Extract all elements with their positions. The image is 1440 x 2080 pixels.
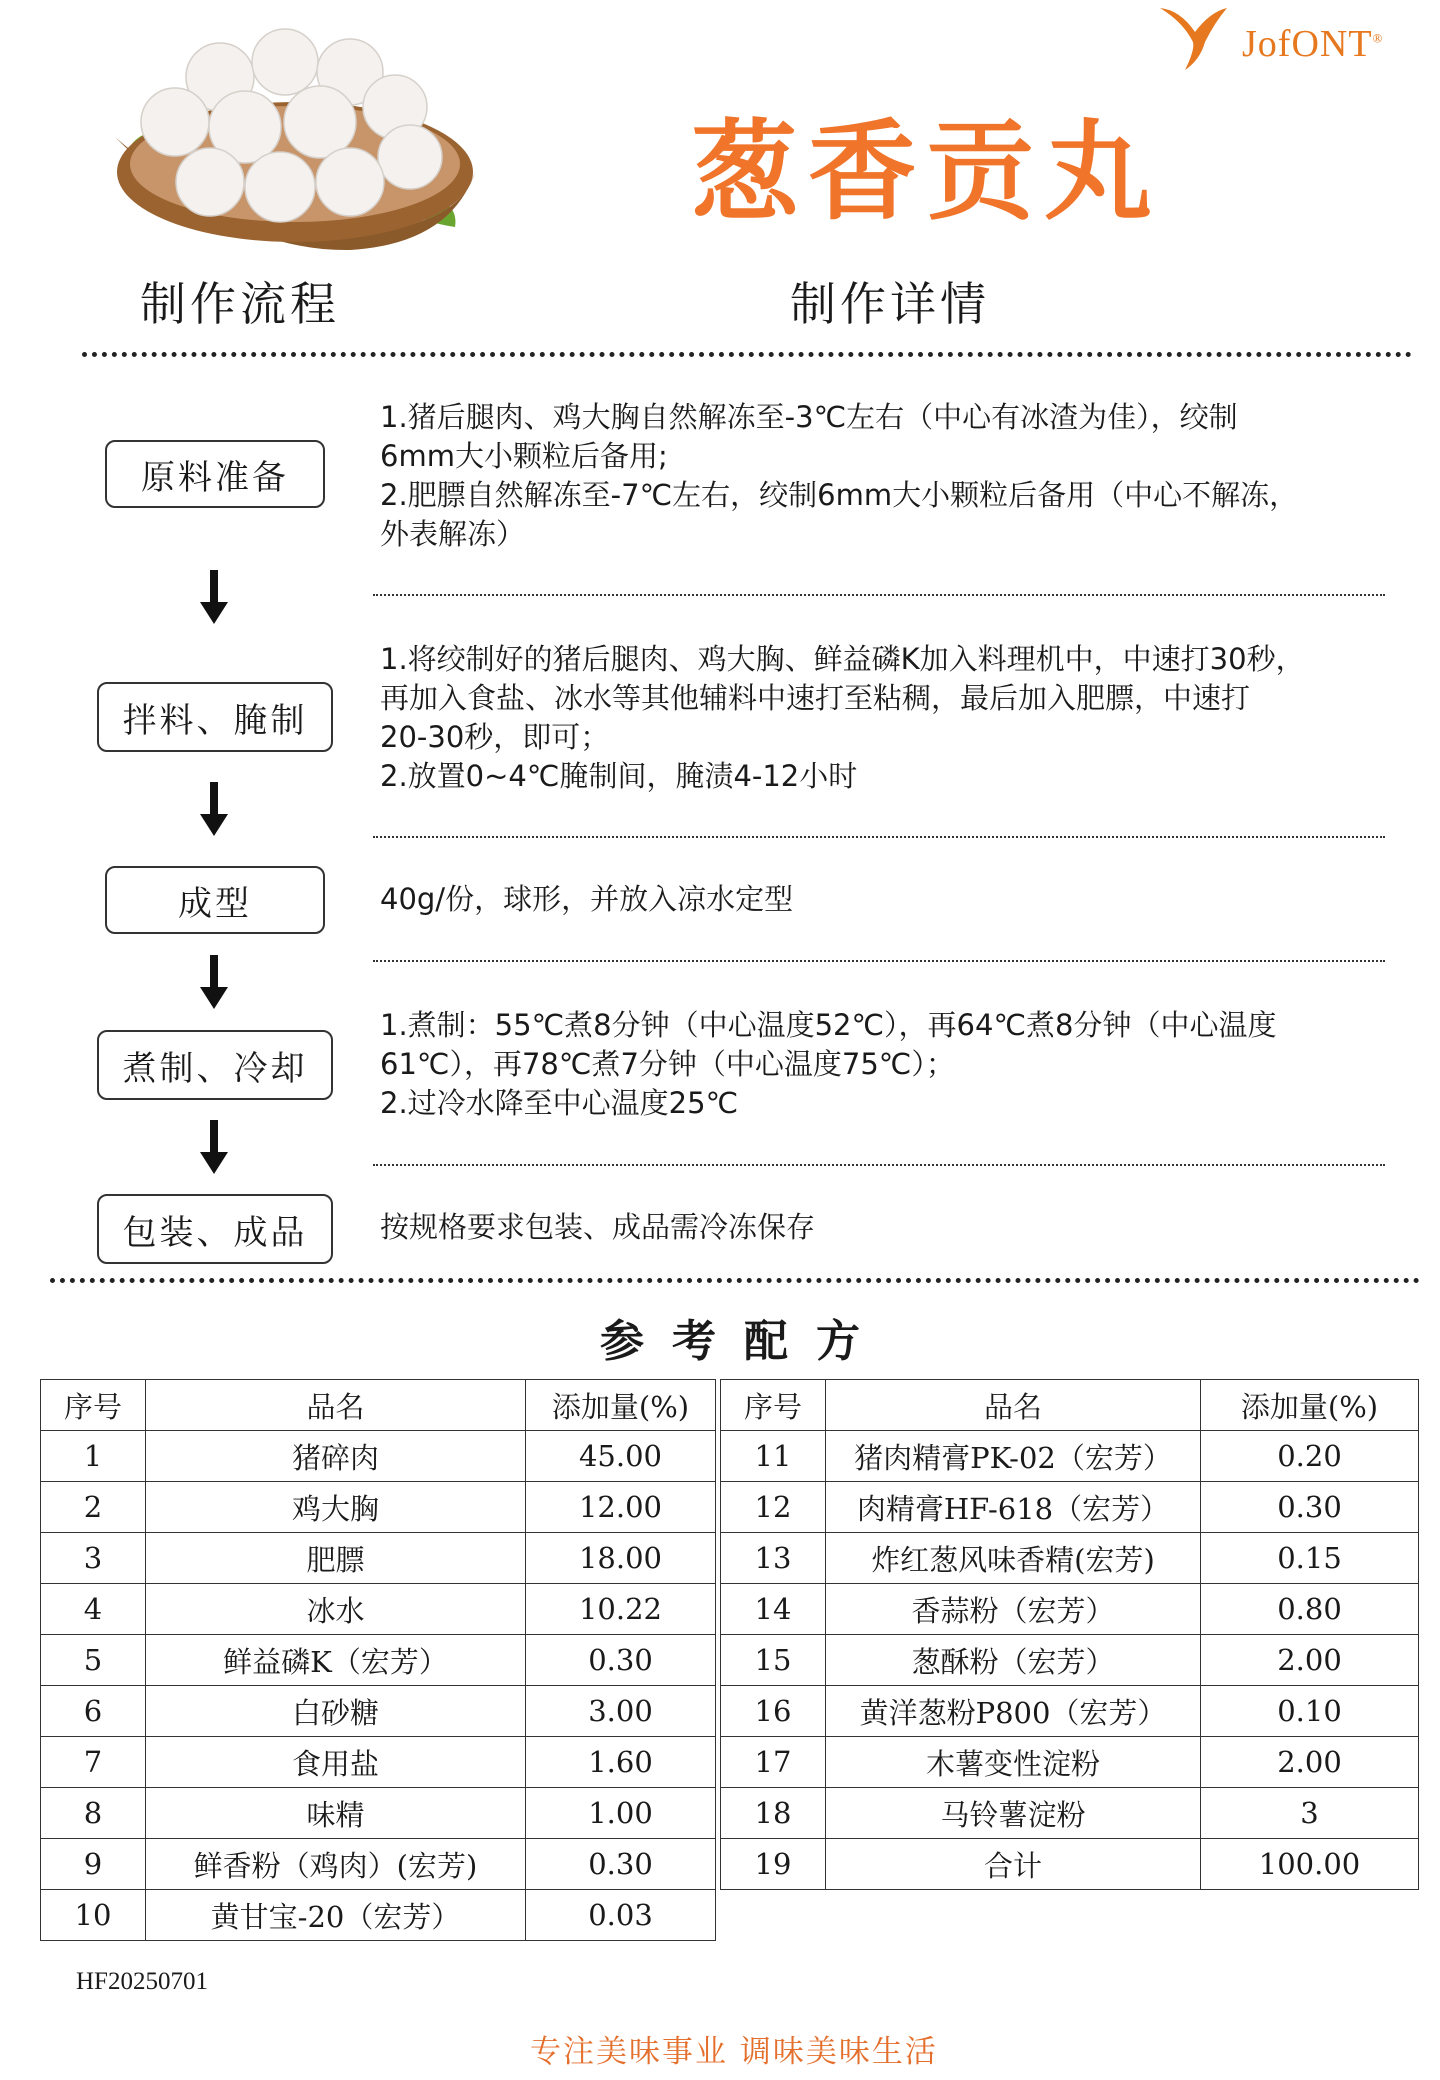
ingredient-name: 白砂糖	[146, 1686, 526, 1737]
row-index: 8	[41, 1788, 146, 1839]
row-index: 14	[721, 1584, 826, 1635]
table-row	[41, 1635, 716, 1686]
column-header: 品名	[146, 1380, 526, 1431]
ingredient-name: 肥膘	[146, 1533, 526, 1584]
arrow-down-icon	[198, 782, 230, 836]
amount-percent: 1.60	[526, 1737, 716, 1788]
table-row	[41, 1431, 716, 1482]
amount-percent: 2.00	[1201, 1635, 1419, 1686]
step-box-forming: 成型	[105, 866, 325, 934]
amount-percent: 0.20	[1201, 1431, 1419, 1482]
amount-percent: 2.00	[1201, 1737, 1419, 1788]
row-index: 13	[721, 1533, 826, 1584]
step-text-forming: 40g/份，球形，并放入凉水定型	[380, 882, 794, 916]
ingredient-name: 葱酥粉（宏芳）	[826, 1635, 1201, 1686]
ingredient-name: 香蒜粉（宏芳）	[826, 1584, 1201, 1635]
formula-table-right	[720, 1379, 1419, 1890]
details-heading: 制作详情	[790, 277, 990, 331]
row-index: 19	[721, 1839, 826, 1890]
row-index: 2	[41, 1482, 146, 1533]
step-text-packaging: 按规格要求包装、成品需冷冻保存	[380, 1210, 816, 1244]
amount-percent: 0.80	[1201, 1584, 1419, 1635]
step-text-materials: 1.猪后腿肉、鸡大胸自然解冻至-3℃左右（中心有冰渣为佳），绞制 6mm大小颗粒后备用; 2.肥膘自然解冻至-7℃左右，绞制6mm大小颗粒后备用（中心不解冻， 外表解冻）	[380, 400, 1299, 551]
row-index: 4	[41, 1584, 146, 1635]
ingredient-name: 木薯变性淀粉	[826, 1737, 1201, 1788]
row-index: 15	[721, 1635, 826, 1686]
ingredient-name: 黄甘宝-20（宏芳）	[146, 1890, 526, 1941]
formula-table-left	[40, 1379, 716, 1941]
row-index: 11	[721, 1431, 826, 1482]
ingredient-name: 黄洋葱粉P800（宏芳）	[826, 1686, 1201, 1737]
ingredient-name: 味精	[146, 1788, 526, 1839]
table-row	[721, 1635, 1419, 1686]
table-row	[721, 1584, 1419, 1635]
row-index: 18	[721, 1788, 826, 1839]
table-row	[721, 1686, 1419, 1737]
row-index: 12	[721, 1482, 826, 1533]
amount-percent: 1.00	[526, 1788, 716, 1839]
row-index: 10	[41, 1890, 146, 1941]
column-header: 序号	[721, 1380, 826, 1431]
brand-logo-text: JofONT®	[1242, 23, 1384, 65]
ingredient-name: 肉精膏HF-618（宏芳）	[826, 1482, 1201, 1533]
amount-percent: 0.15	[1201, 1533, 1419, 1584]
page-title: 葱香贡丸	[690, 109, 1163, 235]
document-code: HF20250701	[76, 1968, 208, 1995]
arrow-down-icon	[198, 570, 230, 624]
table-row	[41, 1890, 716, 1941]
amount-percent: 100.00	[1201, 1839, 1419, 1890]
table-row	[721, 1482, 1419, 1533]
divider	[373, 1164, 1385, 1166]
amount-percent: 18.00	[526, 1533, 716, 1584]
meatball-dish-image	[110, 22, 480, 260]
ingredient-name: 鸡大胸	[146, 1482, 526, 1533]
table-row	[721, 1737, 1419, 1788]
table-header-row	[721, 1380, 1419, 1431]
row-index: 9	[41, 1839, 146, 1890]
amount-percent: 0.30	[1201, 1482, 1419, 1533]
row-index: 5	[41, 1635, 146, 1686]
amount-percent: 10.22	[526, 1584, 716, 1635]
ingredient-name: 鲜香粉（鸡肉）(宏芳)	[146, 1839, 526, 1890]
table-row	[41, 1533, 716, 1584]
table-row	[721, 1788, 1419, 1839]
row-index: 1	[41, 1431, 146, 1482]
table-row	[41, 1584, 716, 1635]
ingredient-name: 猪碎肉	[146, 1431, 526, 1482]
ingredient-name: 鲜益磷K（宏芳）	[146, 1635, 526, 1686]
step-box-packaging: 包装、成品	[97, 1194, 333, 1264]
column-header: 添加量(%)	[526, 1380, 716, 1431]
amount-percent: 0.03	[526, 1890, 716, 1941]
table-row	[721, 1839, 1419, 1890]
column-header: 序号	[41, 1380, 146, 1431]
amount-percent: 0.30	[526, 1635, 716, 1686]
amount-percent: 45.00	[526, 1431, 716, 1482]
ingredient-name: 冰水	[146, 1584, 526, 1635]
ingredient-name: 食用盐	[146, 1737, 526, 1788]
divider	[373, 594, 1385, 596]
formula-title: 参考配方	[600, 1316, 888, 1367]
step-box-mixing: 拌料、腌制	[97, 682, 333, 752]
table-row	[41, 1737, 716, 1788]
table-row	[41, 1788, 716, 1839]
ingredient-name: 马铃薯淀粉	[826, 1788, 1201, 1839]
amount-percent: 12.00	[526, 1482, 716, 1533]
row-index: 16	[721, 1686, 826, 1737]
amount-percent: 3.00	[526, 1686, 716, 1737]
table-row	[41, 1482, 716, 1533]
divider	[373, 960, 1385, 962]
amount-percent: 0.30	[526, 1839, 716, 1890]
table-header-row	[41, 1380, 716, 1431]
step-text-mixing: 1.将绞制好的猪后腿肉、鸡大胸、鲜益磷K加入料理机中，中速打30秒， 再加入食盐、冰水等其他辅料中速打至粘稠，最后加入肥膘，中速打 20-30秒，即可； 2.放置0~4℃腌制间，腌渍4-12小时	[380, 642, 1305, 793]
table-row	[41, 1686, 716, 1737]
divider	[373, 836, 1385, 838]
ingredient-name: 炸红葱风味香精(宏芳)	[826, 1533, 1201, 1584]
arrow-down-icon	[198, 1120, 230, 1174]
ingredient-name: 合计	[826, 1839, 1201, 1890]
process-heading: 制作流程	[140, 277, 340, 331]
table-row	[721, 1533, 1419, 1584]
column-header: 品名	[826, 1380, 1201, 1431]
column-header: 添加量(%)	[1201, 1380, 1419, 1431]
ingredient-name: 猪肉精膏PK-02（宏芳）	[826, 1431, 1201, 1482]
amount-percent: 0.10	[1201, 1686, 1419, 1737]
step-box-cooking: 煮制、冷却	[97, 1030, 333, 1100]
row-index: 6	[41, 1686, 146, 1737]
row-index: 17	[721, 1737, 826, 1788]
arrow-down-icon	[198, 955, 230, 1009]
amount-percent: 3	[1201, 1788, 1419, 1839]
row-index: 7	[41, 1737, 146, 1788]
row-index: 3	[41, 1533, 146, 1584]
divider	[50, 1278, 1420, 1283]
divider	[82, 352, 1412, 357]
step-box-materials: 原料准备	[105, 440, 325, 508]
table-row	[721, 1431, 1419, 1482]
slogan: 专注美味事业 调味美味生活	[530, 2034, 938, 2070]
table-row	[41, 1839, 716, 1890]
step-text-cooking: 1.煮制：55℃煮8分钟（中心温度52℃），再64℃煮8分钟（中心温度 61℃），再78℃煮7分钟（中心温度75℃）； 2.过冷水降至中心温度25℃	[380, 1008, 1277, 1120]
